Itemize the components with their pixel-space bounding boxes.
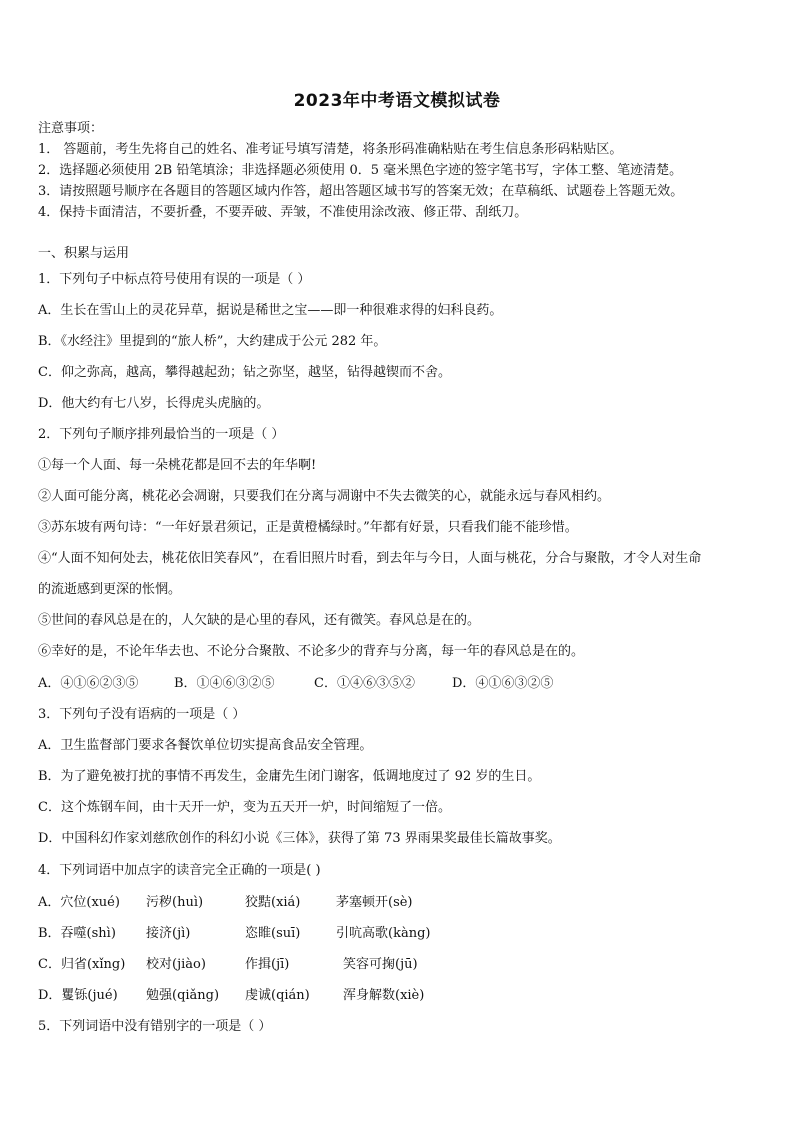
question-2-sentence-1: ①每一个人面、每一朵桃花都是回不去的年华啊! (38, 458, 317, 473)
notice-item-4: 4．保持卡面清洁，不要折叠，不要弄破、弄皱，不准使用涂改液、修正带、刮纸刀。 (38, 205, 528, 220)
question-2-option-a: A．④①⑥②③⑤ (38, 676, 139, 691)
question-3-option-d: D．中国科幻作家刘慈欣创作的科幻小说《三体》，获得了第 73 界雨果奖最佳长篇故事奖。 (38, 831, 561, 846)
question-3-option-c: C．这个炼钢车间，由十天开一炉，变为五天开一炉，时间缩短了一倍。 (38, 800, 451, 815)
notice-heading: 注意事项： (38, 121, 104, 136)
notice-item-3: 3．请按照题号顺序在各题目的答题区域内作答，超出答题区域书写的答案无效；在草稿纸、试题卷上答题无效。 (38, 184, 684, 199)
question-2-option-d: D．④①⑥③②⑤ (452, 676, 554, 691)
word-item: 污秽(huì) (146, 895, 204, 910)
question-1-option-d: D．他大约有七八岁，长得虎头虎脑的。 (38, 396, 270, 411)
question-2-sentence-4: ④“人面不知何处去，桃花依旧笑春风”，在看旧照片时看，到去年与今日，人面与桃花，分合与聚散，才令人对生命 (38, 551, 702, 566)
word-item: 恣睢(suī) (245, 926, 301, 941)
notice-item-2: 2．选择题必须使用 2B 铅笔填涂；非选择题必须使用 0．5 毫米黑色字迹的签字笔书写，字体工整、笔迹清楚。 (38, 163, 683, 178)
question-5-stem: 5．下列词语中没有错别字的一项是（ ） (38, 1019, 272, 1034)
question-3-stem: 3．下列句子没有语病的一项是（ ） (38, 707, 246, 722)
word-item: 虔诚(qián) (245, 988, 310, 1003)
question-2-sentence-6: ⑥幸好的是，不论年华去也、不论分合聚散、不论多少的背弃与分离，每一年的春风总是在的。 (38, 644, 585, 659)
question-1-option-c: C．仰之弥高，越高，攀得越起劲；钻之弥坚，越坚，钻得越锲而不舍。 (38, 365, 451, 380)
question-1-option-a: A．生长在雪山上的灵花异草，据说是稀世之宝——即一种很难求得的妇科良药。 (38, 303, 503, 318)
word-item: 笑容可掬(jū) (343, 957, 418, 972)
word-item: 接济(jì) (146, 926, 191, 941)
word-item: B．吞噬(shì) (38, 926, 116, 941)
word-item: 茅塞顿开(sè) (336, 895, 413, 910)
word-item: 勉强(qiǎng) (146, 988, 220, 1003)
notice-item-1: 1． 答题前，考生先将自己的姓名、准考证号填写清楚，将条形码准确粘贴在考生信息条形码粘贴区。 (38, 142, 623, 157)
word-item: 引吭高歌(kàng) (336, 926, 431, 941)
question-2-sentence-4-cont: 的流逝感到更深的怅惘。 (38, 582, 182, 597)
page-title: 2023年中考语文模拟试卷 (293, 91, 501, 111)
section-heading: 一、积累与运用 (38, 246, 130, 261)
question-1-option-b: B．《水经注》里提到的“旅人桥”，大约建成于公元 282 年。 (38, 334, 387, 349)
question-2-option-b: B．①④⑥③②⑤ (174, 676, 275, 691)
question-2-stem: 2．下列句子顺序排列最恰当的一项是（ ） (38, 427, 285, 442)
question-4-stem: 4．下列词语中加点字的读音完全正确的一项是( ) (38, 863, 321, 878)
word-item: 校对(jiào) (146, 957, 206, 972)
question-3-option-b: B．为了避免被打扰的事情不再发生，金庸先生闭门谢客，低调地度过了 92 岁的生日。 (38, 769, 541, 784)
word-item: 浑身解数(xiè) (343, 988, 425, 1003)
question-2-option-c: C．①④⑥③⑤② (314, 676, 415, 691)
word-item: D．矍铄(jué) (38, 988, 118, 1003)
word-item: 作揖(jī) (245, 957, 290, 972)
question-3-option-a: A．卫生监督部门要求各餐饮单位切实提高食品安全管理。 (38, 738, 373, 753)
word-item: C．归省(xǐng) (38, 957, 126, 972)
question-2-sentence-5: ⑤世间的春风总是在的，人欠缺的是心里的春风，还有微笑。春风总是在的。 (38, 613, 481, 628)
word-item: A．穴位(xué) (38, 895, 120, 910)
word-item: 狡黠(xiá) (245, 895, 301, 910)
question-2-sentence-2: ②人面可能分离，桃花必会凋谢，只要我们在分离与凋谢中不失去微笑的心，就能永远与春风相约。 (38, 489, 611, 504)
question-2-sentence-3: ③苏东坡有两句诗：“一年好景君须记，正是黄橙橘绿时。”年都有好景，只看我们能不能珍惜。 (38, 520, 578, 535)
question-1-stem: 1．下列句子中标点符号使用有误的一项是（ ） (38, 272, 311, 287)
